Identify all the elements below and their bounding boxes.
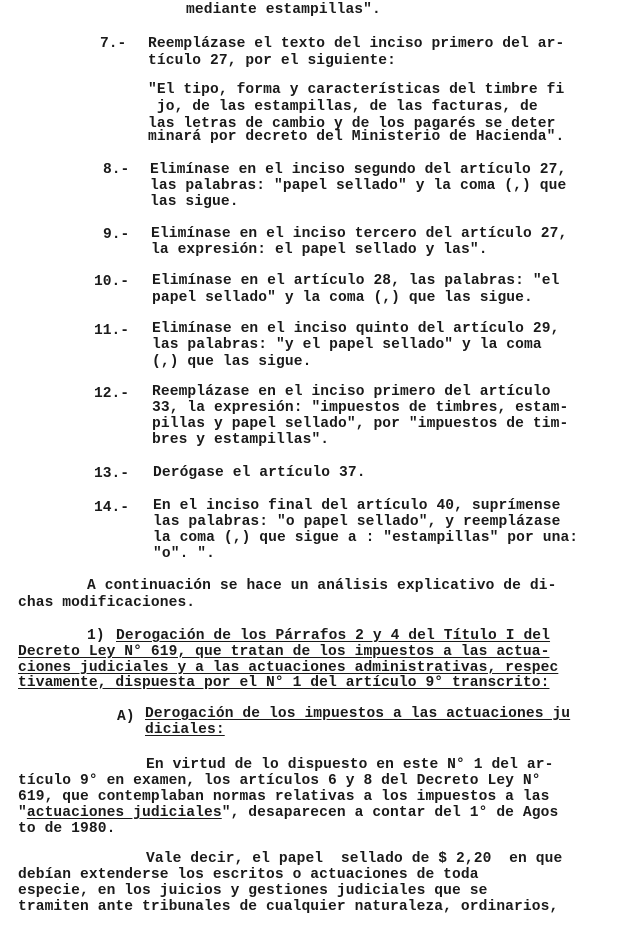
paragraph-text: ", desaparecen a contar del 1° de Agos — [221, 805, 559, 821]
item-number-13: 13.- — [94, 466, 130, 482]
text-line: Elimínase en el inciso tercero del artículo 27, — [151, 226, 568, 242]
paragraph-line: Vale decir, el papel sellado de $ 2,20 en que — [146, 851, 563, 867]
text-line: Derógase el artículo 37. — [153, 465, 366, 481]
section-heading-line: Derogación de los Párrafos 2 y 4 del Título I del — [116, 628, 551, 644]
text-line: papel sellado" y la coma (,) que las sigue. — [152, 290, 533, 306]
section-heading-line: tivamente, dispuesta por el N° 1 del artículo 9° transcrito: — [18, 675, 550, 691]
section-number: 1) — [87, 628, 114, 644]
paragraph-line: tículo 9° en examen, los artículos 6 y 8 del Decreto Ley N° — [18, 773, 541, 789]
text-line: pillas y papel sellado", por "impuestos de tim- — [152, 416, 569, 432]
paragraph-line: tramiten ante tribunales de cualquier naturaleza, ordinarios, — [18, 899, 559, 915]
quote-mark: " — [18, 805, 27, 821]
paragraph-line: chas modificaciones. — [18, 595, 196, 611]
underlined-phrase: actuaciones judiciales — [26, 805, 222, 821]
subsection-heading-line: Derogación de los impuestos a las actuaciones ju — [145, 706, 571, 722]
text-line: Elimínase en el inciso segundo del artículo 27, — [150, 162, 567, 178]
text-line: En el inciso final del artículo 40, suprímense — [153, 498, 561, 514]
paragraph-line: A continuación se hace un análisis explicativo de di- — [87, 578, 557, 594]
text-line: las sigue. — [150, 194, 239, 210]
text-line: (,) que las sigue. — [152, 354, 312, 370]
text-line: "o". ". — [153, 546, 216, 562]
section-heading-line: ciones judiciales y a las actuaciones administrativas, respec — [18, 660, 559, 676]
text-line: las palabras: "y el papel sellado" y la coma — [152, 337, 542, 353]
quote-line: "El tipo, forma y características del timbre fi — [148, 82, 565, 98]
item-number-10: 10.- — [94, 274, 130, 290]
subsection-letter: A) — [117, 709, 144, 725]
item-number-9: 9.- — [103, 227, 130, 243]
text-line: bres y estampillas". — [152, 432, 330, 448]
text-line: la expresión: el papel sellado y las". — [151, 242, 488, 258]
subsection-heading-line: diciales: — [145, 722, 225, 738]
text-line: Elimínase en el artículo 28, las palabras: "el — [152, 273, 560, 289]
text-line: Reemplázase en el inciso primero del artículo — [152, 384, 551, 400]
paragraph-line — [18, 805, 558, 822]
item-number-14: 14.- — [94, 500, 130, 516]
paragraph-line: debían extenderse los escritos o actuaciones de toda — [18, 867, 479, 883]
paragraph-line: to de 1980. — [18, 821, 116, 837]
item-number-7: 7.- — [100, 36, 127, 52]
quote-line: jo, de las estampillas, de las facturas, de — [148, 99, 538, 115]
paragraph-line: especie, en los juicios y gestiones judiciales que se — [18, 883, 488, 899]
section-heading-line: Decreto Ley N° 619, que tratan de los impuestos a las actua- — [18, 644, 550, 660]
quote-line: las letras de cambio y de los pagarés se deter — [148, 116, 556, 132]
text-line: mediante estampillas". — [186, 2, 381, 18]
item-number-8: 8.- — [103, 162, 130, 178]
text-line: la coma (,) que sigue a : "estampillas" por una: — [153, 530, 579, 546]
item-number-11: 11.- — [94, 323, 130, 339]
paragraph-line: 619, que contemplaban normas relativas a los impuestos a las — [18, 789, 550, 805]
text-line: las palabras: "papel sellado" y la coma (,) que — [150, 178, 567, 194]
text-line: tículo 27, por el siguiente: — [148, 53, 397, 69]
item-number-12: 12.- — [94, 386, 130, 402]
text-line: Reemplázase el texto del inciso primero del ar- — [148, 36, 565, 52]
text-line: 33, la expresión: "impuestos de timbres, estam- — [152, 400, 569, 416]
quote-line: minará por decreto del Ministerio de Hacienda". — [148, 129, 565, 145]
text-line: Elimínase en el inciso quinto del artículo 29, — [152, 321, 560, 337]
text-line: las palabras: "o papel sellado", y reemplázase — [153, 514, 561, 530]
paragraph-line: En virtud de lo dispuesto en este N° 1 del ar- — [146, 757, 554, 773]
